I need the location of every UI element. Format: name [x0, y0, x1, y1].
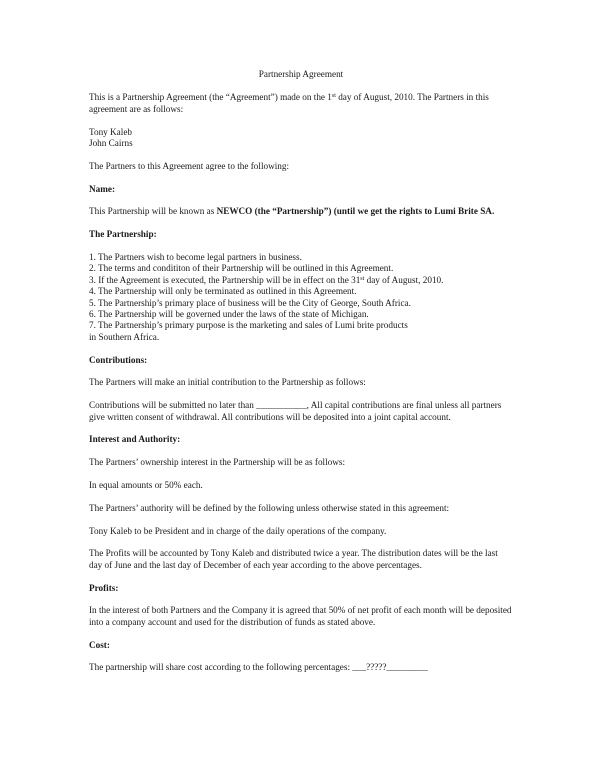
contributions-heading: Contributions:: [89, 354, 148, 365]
cost-paragraph: The partnership will share cost according to the following percentages: ___?????_________: [89, 662, 428, 673]
list-item: 2. The terms and condititon of their Partnership will be outlined in this Agreement.: [89, 263, 394, 274]
profits-heading: Profits:: [89, 582, 119, 593]
interest-paragraph: The Profits will be accounted by Tony Kaleb and distributed twice a year. The distribution dates will be the last day of June and the last day of December of each year according to the above percentages.: [89, 548, 498, 570]
list-item: 7. The Partnership’s primary purpose is the marketing and sales of Lumi brite products: [89, 320, 408, 331]
partner-name: John Cairns: [89, 138, 133, 149]
list-item-superscript: st: [360, 275, 365, 282]
list-item: 5. The Partnership’s primary place of business will be the City of George, South Africa.: [89, 297, 411, 308]
contributions-paragraph: Contributions will be submitted no later than ___________, All capital contributions are final unless all partners give written consent of withdrawal. All contributions will be deposited into a joint capital account.: [89, 400, 502, 422]
name-text-bold: NEWCO (the “Partnership”) (until we get the rights to Lumi Brite SA.: [216, 206, 495, 217]
agree-paragraph: The Partners to this Agreement agree to the following:: [89, 160, 290, 171]
intro-superscript: st: [331, 93, 336, 100]
interest-paragraph: Tony Kaleb to be President and in charge of the daily operations of the company.: [89, 525, 387, 536]
contributions-paragraph: The Partners will make an initial contribution to the Partnership as follows:: [89, 377, 366, 388]
list-item: 4. The Partnership will only be terminated as outlined in this Agreement.: [89, 286, 357, 297]
list-item-text-a: 3. If the Agreement is executed, the Partnership will be in effect on the 31: [89, 274, 361, 285]
partnership-list: [89, 252, 513, 343]
cost-heading: Cost:: [89, 639, 110, 650]
partnership-heading: The Partnership:: [89, 229, 157, 240]
interest-heading: Interest and Authority:: [89, 434, 181, 445]
intro-text-a: This is a Partnership Agreement (the “Agreement”) made on the 1: [89, 92, 332, 103]
partner-name: Tony Kaleb: [89, 126, 132, 137]
profits-paragraph: In the interest of both Partners and the Company it is agreed that 50% of net profit of each month will be deposited into a company account and used for the distribution of funds as stated above.: [89, 605, 512, 627]
list-item: 1. The Partners wish to become legal partners in business.: [89, 252, 302, 262]
name-paragraph: [89, 206, 513, 217]
interest-paragraph: The Partners’ ownership interest in the Partnership will be as follows:: [89, 457, 346, 468]
name-heading: Name:: [89, 183, 116, 194]
list-item-text-b: day of August, 2010.: [364, 274, 444, 285]
interest-paragraph: In equal amounts or 50% each.: [89, 480, 203, 491]
list-item-continuation: in Southern Africa.: [89, 331, 160, 342]
document-body: [89, 69, 513, 674]
name-text: This Partnership will be known as: [89, 206, 217, 217]
intro-text-b: day of August, 2010. The Partners in this agreement are as follows:: [89, 92, 489, 114]
list-item: [89, 275, 513, 286]
intro-paragraph: [89, 92, 513, 115]
list-item: 6. The Partnership will be governed under the laws of the state of Michigan.: [89, 309, 369, 320]
document-title: Partnership Agreement: [258, 69, 344, 79]
interest-paragraph: The Partners’ authority will be defined by the following unless otherwise stated in this agreement:: [89, 502, 450, 513]
